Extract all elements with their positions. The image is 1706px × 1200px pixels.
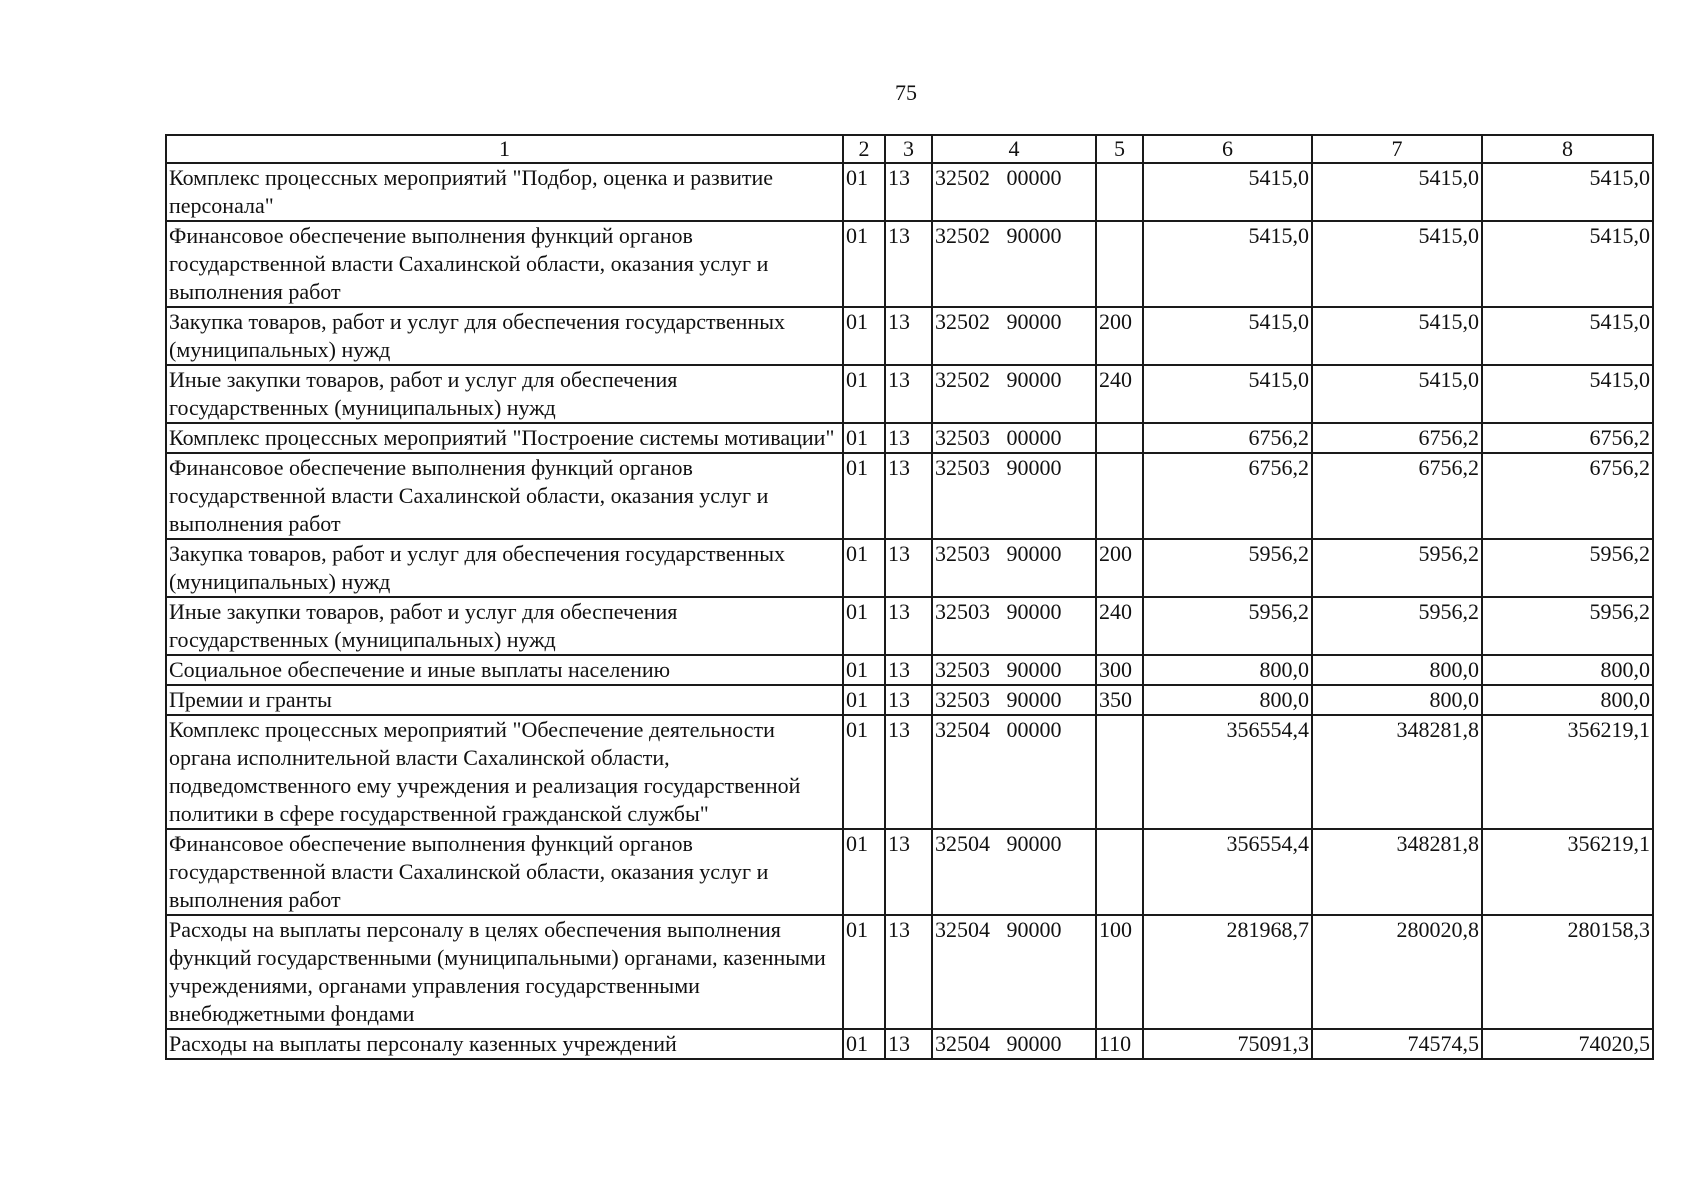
amount-col-8: 5956,2: [1482, 539, 1653, 597]
header-col-4: 4: [932, 135, 1096, 163]
row-name: Иные закупки товаров, работ и услуг для обеспечения государственных (муниципальных) нужд: [166, 597, 843, 655]
header-col-2: 2: [843, 135, 885, 163]
section-code: 01: [843, 307, 885, 365]
table-row: [166, 423, 1653, 453]
amount-col-8: 356219,1: [1482, 829, 1653, 915]
amount-col-8: 356219,1: [1482, 715, 1653, 829]
amount-col-8: 5415,0: [1482, 221, 1653, 307]
row-name: Социальное обеспечение и иные выплаты населению: [166, 655, 843, 685]
amount-col-7: 6756,2: [1312, 453, 1482, 539]
section-code: 01: [843, 1029, 885, 1059]
table-row: [166, 915, 1653, 1029]
amount-col-7: 5415,0: [1312, 365, 1482, 423]
amount-col-7: 5415,0: [1312, 307, 1482, 365]
expense-type-code: 110: [1096, 1029, 1143, 1059]
subsection-code: 13: [885, 829, 932, 915]
subsection-code: 13: [885, 1029, 932, 1059]
expense-type-code: 240: [1096, 597, 1143, 655]
amount-col-8: 6756,2: [1482, 453, 1653, 539]
target-article-code: 32502 90000: [932, 365, 1096, 423]
section-code: 01: [843, 685, 885, 715]
amount-col-6: 281968,7: [1143, 915, 1312, 1029]
expense-type-code: [1096, 715, 1143, 829]
expense-type-code: [1096, 221, 1143, 307]
target-article-code: 32504 90000: [932, 829, 1096, 915]
amount-col-8: 5415,0: [1482, 307, 1653, 365]
row-name: Расходы на выплаты персоналу казенных учреждений: [166, 1029, 843, 1059]
section-code: 01: [843, 829, 885, 915]
amount-col-8: 5415,0: [1482, 365, 1653, 423]
amount-col-7: 800,0: [1312, 685, 1482, 715]
target-article-code: 32504 00000: [932, 715, 1096, 829]
header-col-7: 7: [1312, 135, 1482, 163]
header-col-8: 8: [1482, 135, 1653, 163]
header-row: [166, 135, 1653, 163]
amount-col-6: 5956,2: [1143, 539, 1312, 597]
section-code: 01: [843, 221, 885, 307]
subsection-code: 13: [885, 655, 932, 685]
amount-col-8: 74020,5: [1482, 1029, 1653, 1059]
expense-type-code: 200: [1096, 539, 1143, 597]
amount-col-6: 356554,4: [1143, 829, 1312, 915]
row-name: Комплекс процессных мероприятий "Построение системы мотивации": [166, 423, 843, 453]
amount-col-6: 6756,2: [1143, 423, 1312, 453]
table-row: [166, 453, 1653, 539]
expense-type-code: [1096, 423, 1143, 453]
subsection-code: 13: [885, 539, 932, 597]
table-row: [166, 221, 1653, 307]
target-article-code: 32503 90000: [932, 597, 1096, 655]
table-row: [166, 655, 1653, 685]
amount-col-8: 800,0: [1482, 655, 1653, 685]
budget-table: [165, 134, 1654, 1060]
amount-col-6: 356554,4: [1143, 715, 1312, 829]
amount-col-7: 5956,2: [1312, 597, 1482, 655]
amount-col-7: 348281,8: [1312, 829, 1482, 915]
amount-col-7: 5415,0: [1312, 221, 1482, 307]
expense-type-code: 200: [1096, 307, 1143, 365]
section-code: 01: [843, 715, 885, 829]
table-row: [166, 539, 1653, 597]
expense-type-code: 100: [1096, 915, 1143, 1029]
amount-col-6: 5415,0: [1143, 221, 1312, 307]
expense-type-code: [1096, 829, 1143, 915]
section-code: 01: [843, 453, 885, 539]
table-row: [166, 307, 1653, 365]
table-row: [166, 829, 1653, 915]
section-code: 01: [843, 655, 885, 685]
target-article-code: 32502 00000: [932, 163, 1096, 221]
amount-col-6: 5415,0: [1143, 163, 1312, 221]
amount-col-7: 348281,8: [1312, 715, 1482, 829]
expense-type-code: 300: [1096, 655, 1143, 685]
section-code: 01: [843, 163, 885, 221]
section-code: 01: [843, 915, 885, 1029]
section-code: 01: [843, 539, 885, 597]
expense-type-code: [1096, 453, 1143, 539]
amount-col-6: 800,0: [1143, 655, 1312, 685]
amount-col-7: 5956,2: [1312, 539, 1482, 597]
header-col-3: 3: [885, 135, 932, 163]
amount-col-6: 75091,3: [1143, 1029, 1312, 1059]
row-name: Финансовое обеспечение выполнения функций органов государственной власти Сахалинской области, оказания услуг и выполнения работ: [166, 453, 843, 539]
target-article-code: 32503 90000: [932, 453, 1096, 539]
header-col-5: 5: [1096, 135, 1143, 163]
header-col-1: 1: [166, 135, 843, 163]
amount-col-7: 6756,2: [1312, 423, 1482, 453]
section-code: 01: [843, 597, 885, 655]
section-code: 01: [843, 423, 885, 453]
table-row: [166, 685, 1653, 715]
expense-type-code: 240: [1096, 365, 1143, 423]
amount-col-8: 5956,2: [1482, 597, 1653, 655]
target-article-code: 32502 90000: [932, 307, 1096, 365]
subsection-code: 13: [885, 307, 932, 365]
amount-col-8: 5415,0: [1482, 163, 1653, 221]
target-article-code: 32503 90000: [932, 685, 1096, 715]
amount-col-7: 800,0: [1312, 655, 1482, 685]
table-row: [166, 1029, 1653, 1059]
amount-col-8: 280158,3: [1482, 915, 1653, 1029]
section-code: 01: [843, 365, 885, 423]
subsection-code: 13: [885, 365, 932, 423]
table-row: [166, 597, 1653, 655]
row-name: Премии и гранты: [166, 685, 843, 715]
amount-col-6: 5415,0: [1143, 307, 1312, 365]
amount-col-6: 6756,2: [1143, 453, 1312, 539]
page-number: 75: [895, 80, 917, 105]
subsection-code: 13: [885, 453, 932, 539]
subsection-code: 13: [885, 423, 932, 453]
amount-col-6: 5956,2: [1143, 597, 1312, 655]
subsection-code: 13: [885, 597, 932, 655]
target-article-code: 32503 00000: [932, 423, 1096, 453]
table-row: [166, 163, 1653, 221]
subsection-code: 13: [885, 685, 932, 715]
amount-col-8: 800,0: [1482, 685, 1653, 715]
row-name: Закупка товаров, работ и услуг для обеспечения государственных (муниципальных) нужд: [166, 307, 843, 365]
expense-type-code: [1096, 163, 1143, 221]
header-col-6: 6: [1143, 135, 1312, 163]
amount-col-6: 5415,0: [1143, 365, 1312, 423]
row-name: Финансовое обеспечение выполнения функций органов государственной власти Сахалинской области, оказания услуг и выполнения работ: [166, 829, 843, 915]
row-name: Иные закупки товаров, работ и услуг для обеспечения государственных (муниципальных) нужд: [166, 365, 843, 423]
row-name: Комплекс процессных мероприятий "Подбор, оценка и развитие персонала": [166, 163, 843, 221]
expense-type-code: 350: [1096, 685, 1143, 715]
subsection-code: 13: [885, 715, 932, 829]
amount-col-6: 800,0: [1143, 685, 1312, 715]
target-article-code: 32503 90000: [932, 655, 1096, 685]
amount-col-7: 74574,5: [1312, 1029, 1482, 1059]
row-name: Расходы на выплаты персоналу в целях обеспечения выполнения функций государственными (муниципальными) органами, казенными учреждениями, органами управления государственными внебюджетными фондами: [166, 915, 843, 1029]
row-name: Закупка товаров, работ и услуг для обеспечения государственных (муниципальных) нужд: [166, 539, 843, 597]
amount-col-8: 6756,2: [1482, 423, 1653, 453]
target-article-code: 32504 90000: [932, 1029, 1096, 1059]
row-name: Финансовое обеспечение выполнения функций органов государственной власти Сахалинской области, оказания услуг и выполнения работ: [166, 221, 843, 307]
subsection-code: 13: [885, 163, 932, 221]
target-article-code: 32502 90000: [932, 221, 1096, 307]
table-row: [166, 715, 1653, 829]
subsection-code: 13: [885, 915, 932, 1029]
amount-col-7: 5415,0: [1312, 163, 1482, 221]
amount-col-7: 280020,8: [1312, 915, 1482, 1029]
table-row: [166, 365, 1653, 423]
subsection-code: 13: [885, 221, 932, 307]
target-article-code: 32504 90000: [932, 915, 1096, 1029]
target-article-code: 32503 90000: [932, 539, 1096, 597]
row-name: Комплекс процессных мероприятий "Обеспечение деятельности органа исполнительной власти Сахалинской области, подведомственного ему учреждения и реализация государственной политики в сфере государственной гражданской службы": [166, 715, 843, 829]
